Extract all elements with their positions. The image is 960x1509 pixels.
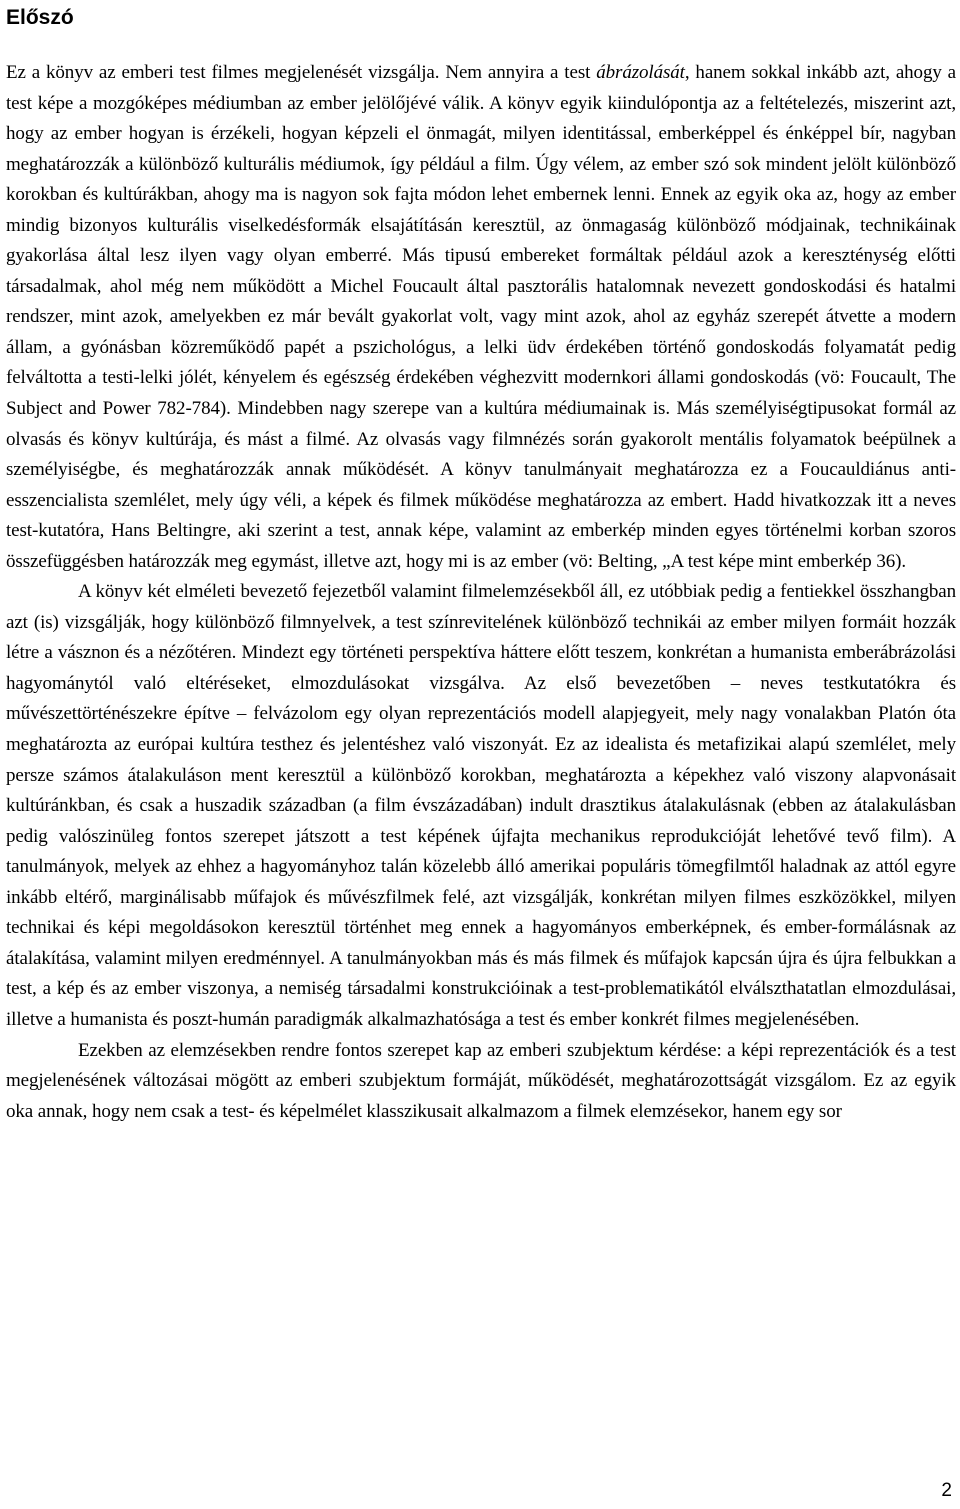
paragraph-text: Ez a könyv az emberi test filmes megjelenését vizsgálja. Nem annyira a test	[6, 62, 597, 83]
paragraph	[6, 577, 956, 1035]
page-title: Előszó	[6, 6, 74, 29]
paragraph	[6, 58, 956, 577]
body-text	[6, 58, 956, 1127]
paragraph-text: Ezekben az elemzésekben rendre fontos szerepet kap az emberi szubjektum kérdése: a képi reprezentációk és a test megjelenésének változásai mögött az emberi szubjektum formáját, működését, meghatározottságát vizsgálom. Ez az egyik oka annak, hogy nem csak a test- és képelmélet klasszikusait alkalmazom a filmek elemzésekor, hanem egy sor	[6, 1039, 956, 1122]
document-page	[6, 0, 956, 1127]
paragraph-text: , hanem sokkal inkább azt, ahogy a test képe a mozgóképes médiumban az ember jelölőjévé válik. A könyv egyik kiindulópontja az a feltételezés, miszerint azt, hogy az ember hogyan is érzékeli, hogyan képzeli el önmagát, milyen identitással, emberképpel és énképpel bír, nagyban meghatározzák a különböző kulturális médiumok, így például a film. Úgy vélem, az ember szó sok mindent jelölt különböző korokban és kultúrákban, ahogy ma is nagyon sok fajta módon lehet embernek lenni. Ennek az egyik oka az, hogy az ember mindig bizonyos kulturális viselkedésformák elsajátításán keresztül, az önmagaság különböző módjainak, technikáinak gyakorlása által lesz ilyen vagy olyan emberré. Más tipusú embereket formáltak például azok a kereszténység előtti társadalmak, ahol még nem működött a Michel Foucault által pasztorális hatalomnak nevezett gondoskodási és hatalmi rendszer, mint azok, amelyekben ez már bevált gyakorlat volt, vagy mint azok, ahol az egyház szerepét átvette a modern állam, a gyónásban közreműködő papét a pszichológus, a lelki üdv érdekében történő gondoskodás folyamatát pedig felváltotta a testi-lelki jólét, kényelem és egészség érdekében véghezvitt modernkori állami gondoskodás (vö: Foucault, The Subject and Power 782-784). Mindebben nagy szerepe van a kultúra médiumainak is. Más személyiségtipusokat formál az olvasás és könyv kultúrája, és mást a filmé. Az olvasás vagy filmnézés során gyakorolt mentális folyamatok beépülnek a személyiségbe, és meghatározzák annak működését. A könyv tanulmányait meghatározza ez a Foucauldiánus anti-esszencialista szemlélet, mely úgy véli, a képek és filmek működése meghatározza az embert. Hadd hivatkozzak itt a neves test-kutatóra, Hans Beltingre, aki szerint a test, annak képe, valamint az emberkép minden egyes történelmi korban szoros összefüggésben határozzák meg egymást, illetve azt, hogy mi is az ember (vö: Belting, „A test képe mint emberkép 36).	[6, 62, 957, 572]
page-number: 2	[941, 1480, 952, 1501]
emphasis-text: ábrázolását	[596, 62, 685, 83]
paragraph	[6, 1036, 956, 1128]
paragraph-text: A könyv két elméleti bevezető fejezetből valamint filmelemzésekből áll, ez utóbbiak pedig a fentiekkel összhangban azt (is) vizsgálják, hogy különböző filmnyelvek, a test színrevitelének különböző technikái az ember milyen formáit hozzák létre a vásznon és a nézőtéren. Mindezt egy történeti perspektíva háttere előtt teszem, konkrétan a humanista emberábrázolási hagyománytól való eltéréseket, elmozdulásokat vizsgálva. Az első bevezetőben – neves testkutatókra és művészettörténészekre építve – felvázolom egy olyan reprezentációs modell alapjegyeit, mely nagy vonalakban Platón óta meghatározta az európai kultúra testhez és jelentéshez való viszonyát. Ez az idealista és metafizikai alapú szemlélet, mely persze számos átalakuláson ment keresztül a különböző korokban, meghatározta a képekhez való viszony alapvonásait kultúránkban, és csak a huszadik században (a film évszázadában) indult drasztikus átalakulásnak (ebben az átalakulásban pedig valószinüleg fontos szerepet játszott a test képének újfajta mechanikus reprodukcióját lehetővé tevő film). A tanulmányok, melyek az ehhez a hagyományhoz talán közelebb álló amerikai populáris tömegfilmtől haladnak az attól egyre inkább eltérő, marginálisabb műfajok és művészfilmek felé, azt vizsgálják, konkrétan milyen filmes eszközökkel, milyen technikai és képi megoldásokon keresztül történhet meg ennek a hagyományos emberképnek, és ember-formálásnak az átalakítása, valamint milyen eredménnyel. A tanulmányokban más és más filmek és műfajok kapcsán újra és újra felbukkan a test, a kép és az ember viszonya, a nemiség társadalmi konstrukcióinak a test-problematikától elválszthatatlan elmozdulásai, illetve a humanista és poszt-humán paradigmák alkalmazhatósága a test és ember konkrét filmes megjelenésében.	[6, 581, 956, 1030]
